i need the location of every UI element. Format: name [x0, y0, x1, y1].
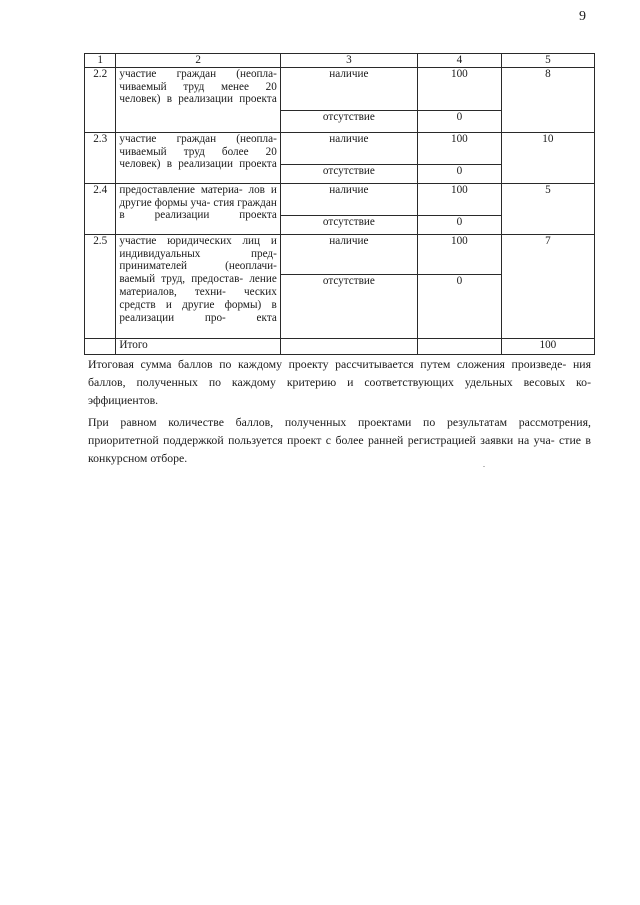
table-row: [85, 234, 595, 275]
empty-cell: [280, 338, 417, 354]
total-label: Итого: [116, 338, 280, 354]
row-number: 2.5: [85, 234, 116, 338]
page-number: 9: [579, 9, 586, 24]
header-cell: 2: [116, 54, 280, 68]
total-value: 100: [501, 338, 594, 354]
row-number: 2.2: [85, 67, 116, 132]
option-score: 100: [417, 67, 501, 110]
option-label: отсутствие: [280, 275, 417, 338]
weight-cell: 5: [501, 183, 594, 234]
option-score: 100: [417, 132, 501, 164]
criterion-cell: участие граждан (неопла- чиваемый труд более 20 человек) в реализации проекта: [116, 132, 280, 183]
option-label: отсутствие: [280, 165, 417, 184]
row-number: 2.4: [85, 183, 116, 234]
option-label: отсутствие: [280, 216, 417, 235]
header-cell: 4: [417, 54, 501, 68]
option-label: отсутствие: [280, 110, 417, 132]
total-row: [85, 338, 595, 354]
option-score: 0: [417, 275, 501, 338]
option-score: 100: [417, 234, 501, 275]
option-label: наличие: [280, 183, 417, 215]
header-cell: 1: [85, 54, 116, 68]
criterion-cell: предоставление материа- лов и другие формы уча- стия граждан в реализации проекта: [116, 183, 280, 234]
option-score: 0: [417, 165, 501, 184]
paragraph-total-score: Итоговая сумма баллов по каждому проекту рассчитывается путем сложения произведе- ния баллов, полученных по каждому критерию и соответствующих удельных весовых ко- эффициентов.: [88, 357, 591, 407]
row-number: 2.3: [85, 132, 116, 183]
weight-cell: 10: [501, 132, 594, 183]
weight-cell: 8: [501, 67, 594, 132]
table-row: [85, 132, 595, 164]
option-score: 0: [417, 110, 501, 132]
body-text: [88, 356, 591, 473]
table-row: [85, 67, 595, 110]
option-score: 100: [417, 183, 501, 215]
criteria-table: [84, 53, 595, 355]
option-score: 0: [417, 216, 501, 235]
weight-cell: 7: [501, 234, 594, 338]
table-header-row: [85, 54, 595, 68]
paragraph-equal-score: При равном количестве баллов, полученных проектами по результатам рассмотрения, приоритетной поддержкой пользуется проект с более ранней регистрацией заявки на уча- стие в конкурсном отборе.: [88, 415, 591, 465]
scan-artifact: [483, 466, 485, 467]
option-label: наличие: [280, 132, 417, 164]
header-cell: 5: [501, 54, 594, 68]
empty-cell: [417, 338, 501, 354]
option-label: наличие: [280, 67, 417, 110]
empty-cell: [85, 338, 116, 354]
header-cell: 3: [280, 54, 417, 68]
criterion-cell: участие юридических лиц и индивидуальных пред- принимателей (неоплачи- ваемый труд, предостав- ление материалов, техни- ческих средств и другие формы) в реализации про- екта: [116, 234, 280, 338]
criterion-cell: участие граждан (неопла- чиваемый труд менее 20 человек) в реализации проекта: [116, 67, 280, 132]
table-row: [85, 183, 595, 215]
option-label: наличие: [280, 234, 417, 275]
